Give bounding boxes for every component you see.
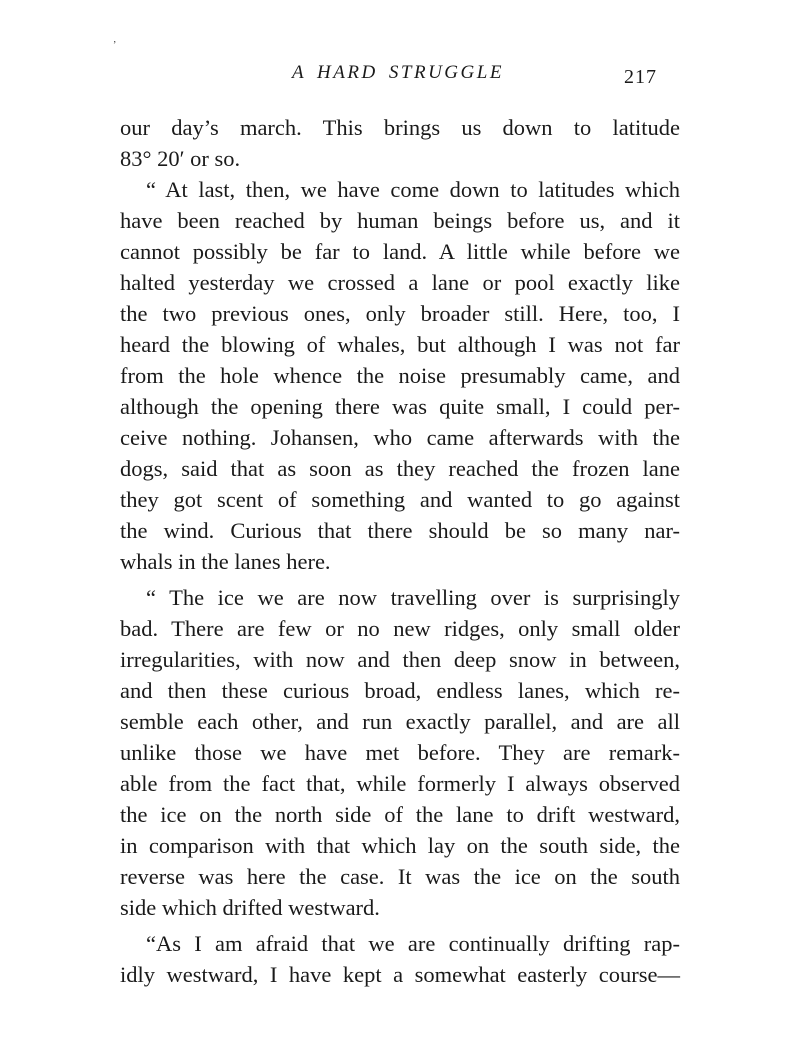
text-line: in comparison with that which lay on the south side, the	[120, 833, 680, 858]
text-line: whals in the lanes here.	[120, 549, 331, 574]
text-line: have been reached by human beings before us, and it	[120, 208, 680, 233]
text-line: side which drifted westward.	[120, 895, 380, 920]
text-line: 83° 20′ or so.	[120, 146, 241, 171]
running-title: A HARD STRUGGLE	[292, 62, 504, 83]
text-line: from the hole whence the noise presumably came, and	[120, 363, 680, 388]
body-text	[120, 112, 680, 990]
paragraph	[120, 582, 680, 923]
text-line: heard the blowing of whales, but although I was not far	[120, 332, 680, 357]
text-line: “ At last, then, we have come down to latitudes which	[146, 177, 680, 202]
text-line: “ The ice we are now travelling over is surprisingly	[146, 585, 680, 610]
text-line: able from the fact that, while formerly I always observed	[120, 771, 680, 796]
paragraph	[120, 174, 680, 577]
text-line: cannot possibly be far to land. A little while before we	[120, 239, 680, 264]
text-line: “As I am afraid that we are continually drifting rap-	[146, 931, 680, 956]
text-line: the two previous ones, only broader still. Here, too, I	[120, 301, 680, 326]
text-line: although the opening there was quite small, I could per-	[120, 394, 680, 419]
text-line: semble each other, and run exactly parallel, and are all	[120, 709, 680, 734]
stray-mark: ’	[113, 40, 117, 51]
running-head	[0, 62, 800, 92]
text-line: the ice on the north side of the lane to drift westward,	[120, 802, 680, 827]
text-line: reverse was here the case. It was the ice on the south	[120, 864, 680, 889]
text-line: unlike those we have met before. They are remark-	[120, 740, 680, 765]
text-line: bad. There are few or no new ridges, only small older	[120, 616, 680, 641]
text-line: ceive nothing. Johansen, who came afterwards with the	[120, 425, 680, 450]
text-line: irregularities, with now and then deep snow in between,	[120, 647, 680, 672]
page-number: 217	[624, 66, 657, 88]
text-line: our day’s march. This brings us down to latitude	[120, 115, 680, 140]
text-line: they got scent of something and wanted to go against	[120, 487, 680, 512]
paragraph	[120, 112, 680, 174]
text-line: the wind. Curious that there should be so many nar-	[120, 518, 680, 543]
text-line: dogs, said that as soon as they reached the frozen lane	[120, 456, 680, 481]
text-line: halted yesterday we crossed a lane or pool exactly like	[120, 270, 680, 295]
text-line: idly westward, I have kept a somewhat easterly course—	[120, 962, 680, 987]
text-line: and then these curious broad, endless lanes, which re-	[120, 678, 680, 703]
paragraph	[120, 928, 680, 990]
